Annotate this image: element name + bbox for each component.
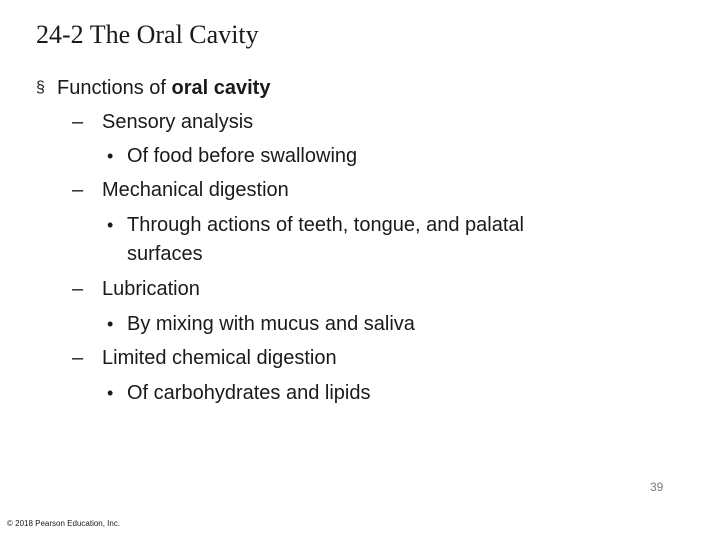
- dash-bullet-icon: –: [72, 111, 84, 133]
- main-bullet-prefix: Functions of: [57, 77, 172, 99]
- dash-bullet-icon: –: [72, 347, 84, 369]
- page-number: 39: [650, 480, 664, 494]
- dot-bullet-icon: •: [107, 215, 114, 235]
- sub-item-text: By mixing with mucus and saliva: [127, 313, 415, 335]
- copyright-notice: © 2018 Pearson Education, Inc.: [7, 519, 121, 528]
- list-item-mechanical-digestion: Mechanical digestion: [102, 179, 289, 201]
- sub-item-text: Of food before swallowing: [127, 145, 358, 167]
- dot-bullet-icon: •: [107, 314, 114, 334]
- sub-item-text: Through actions of teeth, tongue, and palatal: [127, 214, 524, 236]
- main-bullet-emphasis: oral cavity: [171, 77, 271, 99]
- sub-item-text: Of carbohydrates and lipids: [127, 382, 371, 404]
- dot-bullet-icon: •: [107, 383, 114, 403]
- section-bullet-icon: §: [36, 79, 45, 96]
- list-item-lubrication: Lubrication: [102, 278, 200, 300]
- dot-bullet-icon: •: [107, 146, 114, 166]
- list-item-limited-chemical-digestion: Limited chemical digestion: [102, 347, 337, 369]
- dash-bullet-icon: –: [72, 278, 84, 300]
- sub-item-text-continued: surfaces: [127, 243, 203, 265]
- main-bullet-text: [57, 75, 270, 101]
- slide-title: 24-2 The Oral Cavity: [36, 20, 259, 49]
- list-item-sensory-analysis: Sensory analysis: [102, 111, 254, 133]
- dash-bullet-icon: –: [72, 179, 84, 201]
